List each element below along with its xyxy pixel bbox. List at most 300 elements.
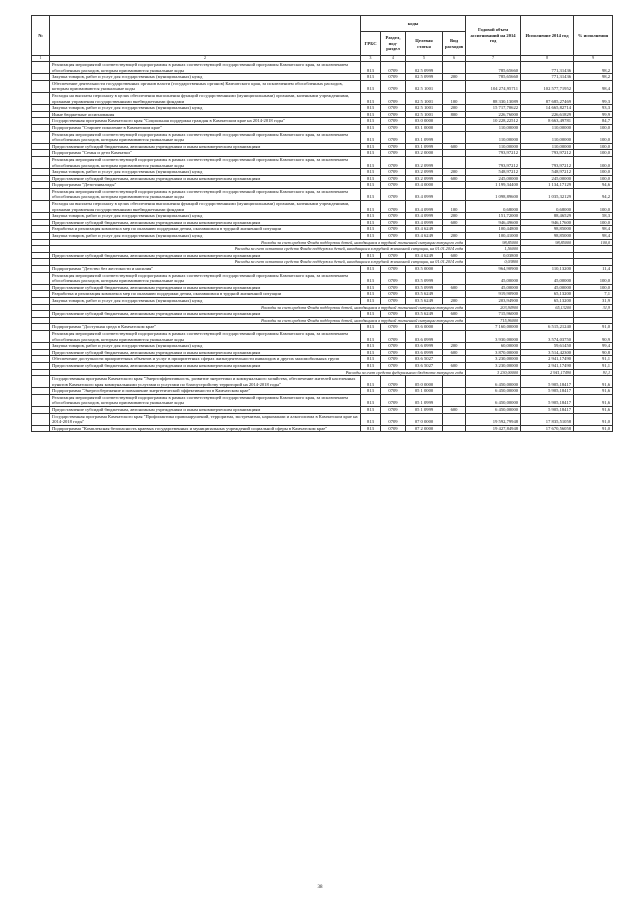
row-num-cell — [32, 362, 50, 369]
row-num-cell — [32, 356, 50, 363]
row-name: Государственная программа Камчатского края "Энергоэффективность, развитие энергетики и коммунального хозяйства, обеспечение жителей населенных пунктов Камчатского края коммунальными услугами и услугами по благоустройству территорий на 2014-2018 годы" — [50, 376, 361, 388]
row-num-cell — [32, 369, 50, 376]
budget-cell: 946,49600 — [466, 219, 521, 226]
row-num-cell — [32, 252, 50, 259]
budget-cell: 6 450,00000 — [466, 394, 521, 406]
row-name: Иные бюджетные ассигнования — [50, 111, 361, 118]
grbs-cell: 813 — [361, 394, 381, 406]
target-article-cell: 03 6 5027 — [406, 362, 443, 369]
table-row — [32, 324, 613, 331]
execution-cell: 771,31436 — [521, 74, 574, 81]
target-article-cell: 02 5 0999 — [406, 62, 443, 74]
row-name: Расходы на выплаты персоналу в целях обеспечения выполнения функций государственными (муниципальными) органами, казенными учреждениями, органами управления государственными внебюджетными фондами — [50, 201, 361, 213]
grbs-cell: 813 — [361, 330, 381, 342]
execution-cell: 1 035,32129 — [521, 188, 574, 200]
grbs-cell: 813 — [361, 343, 381, 350]
expense-type-cell — [443, 324, 466, 331]
percent-cell — [574, 311, 613, 318]
percent-cell: 58,3 — [574, 213, 613, 220]
row-num-cell — [32, 213, 50, 220]
percent-cell: 31,9 — [574, 304, 613, 311]
percent-cell: 98,4 — [574, 80, 613, 92]
table-row — [32, 213, 613, 220]
row-num-cell — [32, 330, 50, 342]
row-num-cell — [32, 246, 50, 253]
table-row — [32, 92, 613, 104]
expense-type-cell — [443, 118, 466, 125]
percent-cell — [574, 252, 613, 259]
budget-cell: 1 199,34400 — [466, 182, 521, 189]
execution-cell: 5 905,18417 — [521, 407, 574, 414]
note-row — [32, 239, 613, 246]
budget-cell: 6 450,00000 — [466, 407, 521, 414]
row-num-cell — [32, 266, 50, 273]
budget-cell: 6 450,00000 — [466, 376, 521, 388]
execution-cell: 87 685,27469 — [521, 92, 574, 104]
row-name: Предоставление субсидий бюджетным, автономным учреждениям и иным некоммерческим организациям — [50, 143, 361, 150]
percent-cell — [574, 317, 613, 324]
row-name: Предоставление субсидий бюджетным, автономным учреждениям и иным некоммерческим организациям — [50, 362, 361, 369]
header-codes: коды — [361, 16, 466, 32]
table-row — [32, 175, 613, 182]
grbs-cell: 813 — [361, 349, 381, 356]
note-text: Расходы за счет остатков средств Фонда поддержки детей, находящихся в трудной жизненной ситуации, на 01.01.2014 года — [50, 259, 466, 266]
expense-type-cell: 200 — [443, 105, 466, 112]
budget-cell: 19 427,84948 — [466, 425, 521, 432]
execution-cell: 98,85000 — [521, 233, 574, 240]
target-article-cell: 02 5 1001 — [406, 92, 443, 104]
column-number: 3 — [361, 56, 381, 62]
execution-cell: 45,00000 — [521, 284, 574, 291]
table-row — [32, 150, 613, 157]
header-grbs: ГРБС — [361, 32, 381, 56]
row-name: Предоставление субсидий бюджетным, автономным учреждениям и иным некоммерческим организациям — [50, 311, 361, 318]
expense-type-cell — [443, 156, 466, 168]
razdel-cell: 0709 — [381, 213, 406, 220]
row-name: Разработка и реализация комплекса мер по оказанию поддержки детям, оказавшимся в трудной жизненной ситуации — [50, 226, 361, 233]
header-blank — [50, 16, 361, 56]
grbs-cell: 813 — [361, 425, 381, 432]
row-name: Предоставление субсидий бюджетным, автономным учреждениям и иным некоммерческим организациям — [50, 349, 361, 356]
razdel-cell: 0709 — [381, 156, 406, 168]
table-row — [32, 80, 613, 92]
grbs-cell: 813 — [361, 376, 381, 388]
grbs-cell: 813 — [361, 226, 381, 233]
expense-type-cell — [443, 425, 466, 432]
razdel-cell: 0709 — [381, 169, 406, 176]
budget-cell: 3 230,00000 — [466, 362, 521, 369]
budget-cell: 60,00000 — [466, 343, 521, 350]
expense-type-cell: 600 — [443, 284, 466, 291]
table-row — [32, 124, 613, 131]
razdel-cell: 0709 — [381, 376, 406, 388]
budget-cell: 964,90900 — [466, 266, 521, 273]
row-name: Предоставление субсидий бюджетным, автономным учреждениям и иным некоммерческим организациям — [50, 175, 361, 182]
percent-cell: 100,0 — [574, 272, 613, 284]
table-row — [32, 376, 613, 388]
table-row — [32, 188, 613, 200]
execution-cell: 548,97212 — [521, 169, 574, 176]
expense-type-cell — [443, 188, 466, 200]
expense-type-cell — [443, 80, 466, 92]
expense-type-cell: 200 — [443, 74, 466, 81]
row-num-cell — [32, 150, 50, 157]
grbs-cell: 813 — [361, 219, 381, 226]
expense-type-cell: 600 — [443, 407, 466, 414]
expense-type-cell: 100 — [443, 201, 466, 213]
grbs-cell: 813 — [361, 118, 381, 125]
grbs-cell: 813 — [361, 74, 381, 81]
razdel-cell: 0709 — [381, 297, 406, 304]
grbs-cell: 813 — [361, 272, 381, 284]
row-num-cell — [32, 111, 50, 118]
row-name: Расходы на выплаты персоналу в целях обеспечения выполнения функций государственными (муниципальными) органами, казенными учреждениями, органами управления государственными внебюджетными фондами — [50, 92, 361, 104]
row-name: Реализация мероприятий соответствующей подпрограммы в рамках соответствующей государственной программы Камчатского края, за исключением обособленных расходов, которым присваиваются уникальные коды — [50, 131, 361, 143]
percent-cell: 100,0 — [574, 175, 613, 182]
percent-cell: 100,0 — [574, 169, 613, 176]
row-num-cell — [32, 169, 50, 176]
budget-cell: 19 592,79948 — [466, 413, 521, 425]
row-name: Закупка товаров, работ и услуг для государственных (муниципальных) нужд — [50, 105, 361, 112]
budget-cell: 3 930,00000 — [466, 330, 521, 342]
expense-type-cell — [443, 291, 466, 298]
razdel-cell: 0709 — [381, 425, 406, 432]
target-article-cell: 03 6 0000 — [406, 324, 443, 331]
column-number: 7 — [466, 56, 521, 62]
table-row — [32, 407, 613, 414]
expense-type-cell — [443, 394, 466, 406]
razdel-cell: 0709 — [381, 266, 406, 273]
row-name: Закупка товаров, работ и услуг для государственных (муниципальных) нужд — [50, 213, 361, 220]
budget-cell: 203,94900 — [466, 304, 521, 311]
row-num-cell — [32, 219, 50, 226]
expense-type-cell: 200 — [443, 169, 466, 176]
target-article-cell: 03 5 6249 — [406, 297, 443, 304]
execution-cell — [521, 246, 574, 253]
column-number: 1 — [32, 56, 50, 62]
note-text: Расходы за счет средств федерального бюджета текущего года — [50, 369, 466, 376]
row-num-cell — [32, 226, 50, 233]
note-row — [32, 246, 613, 253]
table-row — [32, 349, 613, 356]
grbs-cell: 813 — [361, 188, 381, 200]
expense-type-cell: 600 — [443, 143, 466, 150]
budget-cell: 110,00000 — [466, 143, 521, 150]
budget-cell: 10 228,22512 — [466, 118, 521, 125]
razdel-cell: 0709 — [381, 131, 406, 143]
expense-type-cell — [443, 266, 466, 273]
row-num-cell — [32, 175, 50, 182]
percent-cell: 11,4 — [574, 266, 613, 273]
grbs-cell: 813 — [361, 143, 381, 150]
table-row — [32, 266, 613, 273]
target-article-cell: 03 4 0999 — [406, 213, 443, 220]
grbs-cell: 813 — [361, 311, 381, 318]
target-article-cell: 03 4 0999 — [406, 201, 443, 213]
row-num-cell — [32, 62, 50, 74]
budget-cell: 785,65660 — [466, 74, 521, 81]
target-article-cell: 03 5 6249 — [406, 311, 443, 318]
grbs-cell: 813 — [361, 252, 381, 259]
table-row — [32, 394, 613, 406]
row-name: Закупка товаров, работ и услуг для государственных (муниципальных) нужд — [50, 233, 361, 240]
razdel-cell: 0709 — [381, 80, 406, 92]
execution-cell: 2 941,17490 — [521, 362, 574, 369]
budget-cell: 98,85000 — [466, 239, 521, 246]
row-num-cell — [32, 317, 50, 324]
row-name: Реализация мероприятий соответствующей подпрограммы в рамках соответствующей государственной программы Камчатского края, за исключением обособленных расходов, которым присваиваются уникальные коды — [50, 394, 361, 406]
percent-cell: 93,3 — [574, 105, 613, 112]
percent-cell: 91,0 — [574, 425, 613, 432]
column-number: 6 — [443, 56, 466, 62]
row-name: Реализация мероприятий соответствующей подпрограммы в рамках соответствующей государственной программы Камчатского края, за исключением обособленных расходов, которым присваиваются уникальные коды — [50, 330, 361, 342]
row-num-cell — [32, 182, 50, 189]
row-name: Обеспечение деятельности государственных органов власти (государственных органов) Камчатского края, за исключением обособленных расходов, которым присваиваются уникальные коды — [50, 80, 361, 92]
grbs-cell: 813 — [361, 233, 381, 240]
row-num-cell — [32, 272, 50, 284]
percent-cell: 100,0 — [574, 239, 613, 246]
row-name: Подпрограмма "Старшее поколение в Камчатском крае" — [50, 124, 361, 131]
budget-cell: 0,68000 — [466, 201, 521, 213]
grbs-cell: 813 — [361, 111, 381, 118]
target-article-cell: 03 5 0999 — [406, 284, 443, 291]
target-article-cell: 05 1 0999 — [406, 407, 443, 414]
razdel-cell: 0709 — [381, 201, 406, 213]
grbs-cell: 813 — [361, 131, 381, 143]
table-row — [32, 118, 613, 125]
table-row — [32, 182, 613, 189]
row-num-cell — [32, 131, 50, 143]
percent-cell: 100,0 — [574, 156, 613, 168]
target-article-cell: 03 2 0999 — [406, 169, 443, 176]
row-num-cell — [32, 239, 50, 246]
execution-cell: 110,00000 — [521, 131, 574, 143]
row-num-cell — [32, 324, 50, 331]
razdel-cell: 0709 — [381, 233, 406, 240]
percent-cell: 98,2 — [574, 74, 613, 81]
row-num-cell — [32, 284, 50, 291]
percent-cell: 91,6 — [574, 388, 613, 395]
budget-cell: 785,65660 — [466, 62, 521, 74]
budget-cell: 15 717,70622 — [466, 105, 521, 112]
razdel-cell: 0709 — [381, 188, 406, 200]
row-name: Подпрограмма "Энергосбережение и повышение энергетической эффективности в Камчатском крае" — [50, 388, 361, 395]
grbs-cell: 813 — [361, 156, 381, 168]
expense-type-cell: 800 — [443, 111, 466, 118]
target-article-cell: 03 2 0999 — [406, 156, 443, 168]
row-num-cell — [32, 124, 50, 131]
table-row — [32, 284, 613, 291]
expense-type-cell: 200 — [443, 297, 466, 304]
row-num-cell — [32, 74, 50, 81]
percent-cell: 98,2 — [574, 62, 613, 74]
execution-cell: 65,13200 — [521, 297, 574, 304]
table-row — [32, 226, 613, 233]
percent-cell: 100,0 — [574, 284, 613, 291]
row-num-cell — [32, 201, 50, 213]
execution-cell: 59,61450 — [521, 343, 574, 350]
execution-cell — [521, 317, 574, 324]
target-article-cell: 03 6 0999 — [406, 349, 443, 356]
table-row — [32, 111, 613, 118]
execution-cell: 946,17600 — [521, 219, 574, 226]
row-num-cell — [32, 376, 50, 388]
target-article-cell: 02 5 1001 — [406, 111, 443, 118]
percent-cell: 91,0 — [574, 324, 613, 331]
razdel-cell: 0709 — [381, 330, 406, 342]
execution-cell: 8 663,49781 — [521, 118, 574, 125]
execution-cell: 245,00000 — [521, 175, 574, 182]
execution-cell: 6 515,21240 — [521, 324, 574, 331]
execution-cell — [521, 259, 574, 266]
grbs-cell: 813 — [361, 182, 381, 189]
grbs-cell: 813 — [361, 291, 381, 298]
expense-type-cell — [443, 226, 466, 233]
budget-cell: 3 870,00000 — [466, 349, 521, 356]
razdel-cell: 0709 — [381, 388, 406, 395]
row-name: Реализация мероприятий соответствующей подпрограммы в рамках соответствующей государственной программы Камчатского края, за исключением обособленных расходов, которым присваиваются уникальные коды — [50, 188, 361, 200]
table-row — [32, 311, 613, 318]
target-article-cell: 03 6 5027 — [406, 356, 443, 363]
header-vr: Вид расходов — [443, 32, 466, 56]
razdel-cell: 0709 — [381, 407, 406, 414]
table-row — [32, 74, 613, 81]
table-row — [32, 105, 613, 112]
budget-cell: 7 160,00000 — [466, 324, 521, 331]
budget-cell: 715,96000 — [466, 311, 521, 318]
execution-cell: 17 670,56058 — [521, 425, 574, 432]
row-num-cell — [32, 407, 50, 414]
column-number: 8 — [521, 56, 574, 62]
table-row — [32, 272, 613, 284]
percent-cell: 100,0 — [574, 124, 613, 131]
table-row — [32, 169, 613, 176]
expense-type-cell — [443, 62, 466, 74]
budget-cell: 110,00000 — [466, 124, 521, 131]
row-name: Реализация мероприятий соответствующей подпрограммы в рамках соответствующей государственной программы Камчатского края, за исключением обособленных расходов, которым присваиваются уникальные коды — [50, 156, 361, 168]
target-article-cell: 05 1 0000 — [406, 388, 443, 395]
target-article-cell: 03 4 6249 — [406, 226, 443, 233]
target-article-cell: 03 1 0000 — [406, 124, 443, 131]
grbs-cell: 813 — [361, 62, 381, 74]
table-row — [32, 143, 613, 150]
budget-cell: 88 330,13089 — [466, 92, 521, 104]
row-name: Подпрограмма "Доступная среда в Камчатском крае" — [50, 324, 361, 331]
row-num-cell — [32, 233, 50, 240]
percent-cell: 31,9 — [574, 297, 613, 304]
grbs-cell: 813 — [361, 80, 381, 92]
row-num-cell — [32, 304, 50, 311]
expense-type-cell: 600 — [443, 252, 466, 259]
execution-cell — [521, 252, 574, 259]
grbs-cell: 813 — [361, 266, 381, 273]
execution-cell: 5 905,18417 — [521, 376, 574, 388]
target-article-cell: 03 0 0000 — [406, 118, 443, 125]
target-article-cell: 03 4 0999 — [406, 188, 443, 200]
page-number: 38 — [317, 885, 323, 890]
target-article-cell: 02 5 1001 — [406, 105, 443, 112]
note-row — [32, 259, 613, 266]
percent-cell: 91,6 — [574, 376, 613, 388]
percent-cell: 90,9 — [574, 330, 613, 342]
row-num-cell — [32, 80, 50, 92]
percent-cell: 90,8 — [574, 349, 613, 356]
table-row — [32, 388, 613, 395]
target-article-cell: 03 5 0999 — [406, 272, 443, 284]
table-row — [32, 291, 613, 298]
expense-type-cell — [443, 272, 466, 284]
razdel-cell: 0709 — [381, 62, 406, 74]
row-num-cell — [32, 388, 50, 395]
grbs-cell: 813 — [361, 213, 381, 220]
execution-cell: 14 665,82714 — [521, 105, 574, 112]
razdel-cell: 0709 — [381, 175, 406, 182]
budget-cell: 3 230,00000 — [466, 369, 521, 376]
razdel-cell: 0709 — [381, 356, 406, 363]
grbs-cell: 813 — [361, 413, 381, 425]
razdel-cell: 0709 — [381, 362, 406, 369]
target-article-cell: 03 4 0000 — [406, 182, 443, 189]
budget-table — [31, 15, 613, 432]
table-row — [32, 62, 613, 74]
razdel-cell: 0709 — [381, 311, 406, 318]
razdel-cell: 0709 — [381, 92, 406, 104]
table-row — [32, 131, 613, 143]
budget-cell: 110,00000 — [466, 131, 521, 143]
budget-table-sheet — [31, 15, 612, 432]
target-article-cell: 03 1 0999 — [406, 143, 443, 150]
row-name: Реализация мероприятий соответствующей подпрограммы в рамках соответствующей государственной программы Камчатского края, за исключением обособленных расходов, которым присваиваются уникальные коды — [50, 62, 361, 74]
table-row — [32, 156, 613, 168]
note-text: Расходы за счет средств Фонда поддержки детей, находящихся в трудной жизненной ситуации текущего года — [50, 317, 466, 324]
razdel-cell: 0709 — [381, 124, 406, 131]
grbs-cell: 813 — [361, 297, 381, 304]
row-num-cell — [32, 259, 50, 266]
expense-type-cell: 600 — [443, 219, 466, 226]
razdel-cell: 0709 — [381, 324, 406, 331]
row-name: Государственная программа Камчатского края "Социальная поддержка граждан в Камчатском крае на 2014-2018 годы" — [50, 118, 361, 125]
table-body — [32, 62, 613, 432]
execution-cell: 226,61829 — [521, 111, 574, 118]
execution-cell: 5 905,18417 — [521, 394, 574, 406]
razdel-cell: 0709 — [381, 219, 406, 226]
expense-type-cell: 600 — [443, 349, 466, 356]
percent-cell: 99,9 — [574, 111, 613, 118]
grbs-cell: 813 — [361, 175, 381, 182]
percent-cell: 84,7 — [574, 118, 613, 125]
grbs-cell: 813 — [361, 356, 381, 363]
execution-cell: 17 835,51058 — [521, 413, 574, 425]
razdel-cell: 0709 — [381, 284, 406, 291]
razdel-cell: 0709 — [381, 111, 406, 118]
grbs-cell: 813 — [361, 407, 381, 414]
target-article-cell: 02 5 0999 — [406, 74, 443, 81]
execution-cell: 0,68000 — [521, 201, 574, 213]
row-num-cell — [32, 188, 50, 200]
expense-type-cell: 200 — [443, 233, 466, 240]
budget-cell: 6 450,00000 — [466, 388, 521, 395]
header-num: № — [32, 16, 50, 56]
column-number: 5 — [406, 56, 443, 62]
row-num-cell — [32, 311, 50, 318]
row-name: Подпрограмма "Детство без жестокости и насилия" — [50, 266, 361, 273]
budget-cell: 919,90900 — [466, 291, 521, 298]
expense-type-cell: 200 — [443, 343, 466, 350]
target-article-cell: 05 0 0000 — [406, 376, 443, 388]
execution-cell: 793,97212 — [521, 150, 574, 157]
execution-cell: 98,85000 — [521, 239, 574, 246]
budget-cell: 715,96000 — [466, 317, 521, 324]
